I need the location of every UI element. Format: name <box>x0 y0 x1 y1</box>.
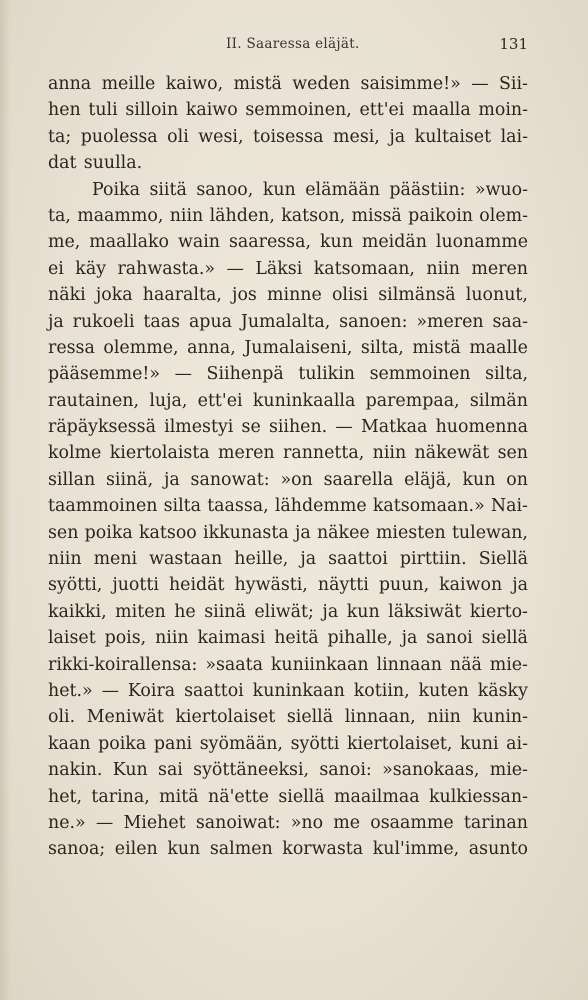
word: meni <box>93 549 138 570</box>
text-line <box>48 388 528 414</box>
text-line <box>48 203 528 229</box>
text-line <box>48 784 528 810</box>
word: katsoo <box>139 522 197 543</box>
word: ja <box>48 311 64 332</box>
word: siitä <box>149 179 187 200</box>
word: mitä <box>159 786 199 807</box>
word: Jumalaiseni, <box>244 337 353 358</box>
word: saarella <box>323 469 394 490</box>
word: silloin <box>125 100 179 121</box>
word: — <box>101 680 119 701</box>
running-header <box>0 36 588 58</box>
word: siellä <box>278 786 325 807</box>
word: — <box>471 74 489 94</box>
word: mistä <box>412 337 461 358</box>
word: — <box>335 417 353 438</box>
word: saa- <box>492 311 528 332</box>
word: asunto <box>468 839 528 860</box>
word: rahwasta.» <box>117 258 216 279</box>
word: miesten <box>375 522 446 543</box>
word: kiertolaista <box>109 443 210 464</box>
word: eläjä, <box>404 469 452 490</box>
page-number: 131 <box>499 35 528 53</box>
word: kierto- <box>469 601 528 622</box>
word: taammoinen <box>48 496 158 517</box>
word: eilen <box>114 839 158 860</box>
word: heille, <box>234 549 289 570</box>
word: kun <box>167 839 201 860</box>
word: lähden, <box>209 205 275 226</box>
word: taassa, <box>207 496 269 517</box>
word: kuninkaan <box>252 680 345 701</box>
word: mesi, <box>333 126 380 147</box>
word: katson, <box>281 205 346 226</box>
word: puun, <box>378 575 430 596</box>
word: suulla. <box>83 153 143 174</box>
word: silta, <box>485 364 528 385</box>
word: Nai- <box>490 496 528 517</box>
word: oli <box>167 126 189 147</box>
word: pois, <box>104 628 147 649</box>
word: sanoiwat: <box>195 812 281 833</box>
word: hen <box>48 100 81 121</box>
word: nakin. <box>48 760 103 781</box>
word: katsomaan.» <box>372 496 485 517</box>
word: »meren <box>416 311 484 332</box>
text-line <box>48 150 528 176</box>
word: kaan <box>48 733 91 754</box>
word: saattoi <box>184 680 244 701</box>
word: ett'ei <box>359 100 405 121</box>
word: sanoa; <box>48 839 106 860</box>
word: kaimasi <box>197 628 266 649</box>
word: Koira <box>127 680 176 701</box>
text-line <box>48 282 528 308</box>
word: Siellä <box>478 549 528 570</box>
word: ai- <box>506 733 528 754</box>
text-line <box>48 572 528 598</box>
word: syötti <box>290 733 340 754</box>
word: pani <box>153 733 193 754</box>
word: sillan <box>48 469 96 490</box>
word: hywästi, <box>234 575 308 596</box>
word: kolme <box>48 443 102 464</box>
word: räpäyksessä <box>48 417 156 438</box>
word: niin <box>48 549 82 570</box>
word: syöttäneeksi, <box>193 760 310 781</box>
word: siellä <box>286 707 334 728</box>
text-line <box>48 731 528 757</box>
word: silta, <box>360 337 404 358</box>
word: mie- <box>489 654 528 675</box>
word: tarinan <box>463 812 528 833</box>
word: niin <box>169 205 204 226</box>
word: parempaa, <box>365 390 460 411</box>
word: nää <box>449 654 482 675</box>
word: Kun <box>112 760 148 781</box>
word: he <box>174 601 196 622</box>
text-line <box>48 810 528 836</box>
text-line <box>48 440 528 466</box>
word: kaiwo, <box>165 74 224 94</box>
text-line <box>48 546 528 572</box>
word: mie- <box>489 760 528 781</box>
word: anna <box>48 74 92 94</box>
text-line <box>48 520 528 546</box>
word: siinä <box>204 601 246 622</box>
word: toisessa <box>253 126 324 147</box>
word: lähdemme <box>274 496 367 517</box>
word: käy <box>75 258 107 279</box>
word: tuli <box>88 100 118 121</box>
word: wain <box>177 232 221 253</box>
word: pihalle, <box>327 628 393 649</box>
text-line <box>48 229 528 255</box>
word: kultaiset <box>414 126 492 147</box>
word: ja <box>300 549 317 570</box>
word: linnaan <box>376 654 442 675</box>
word: sai <box>158 760 183 781</box>
word: heitä <box>274 628 319 649</box>
word: maalle <box>469 337 528 358</box>
word: meren <box>218 443 275 464</box>
word: sanoo, <box>196 179 254 200</box>
word: silmän <box>469 390 528 411</box>
word: taas <box>143 311 181 332</box>
word: luja, <box>149 390 188 411</box>
word: kunin- <box>472 707 528 728</box>
word: syötti, <box>48 575 103 596</box>
word: elämään <box>305 179 380 200</box>
word: ta; <box>48 126 72 147</box>
word: saaressa, <box>228 232 311 253</box>
word: luonut, <box>465 285 528 306</box>
word: näkewät <box>414 443 490 464</box>
word: kulkiessan- <box>429 786 528 807</box>
word: on <box>506 469 528 490</box>
word: syömään, <box>199 733 283 754</box>
word: kuni <box>460 733 499 754</box>
word: »sanokaas, <box>382 760 480 781</box>
word: niin <box>372 443 407 464</box>
word: silta <box>163 496 202 517</box>
word: — <box>226 258 244 279</box>
word: eliwät; <box>254 601 314 622</box>
word: osaamme <box>370 812 454 833</box>
word: semmoinen <box>369 364 471 385</box>
word: poika <box>84 522 133 543</box>
word: maallako <box>89 232 170 253</box>
word: rukoeli <box>72 311 135 332</box>
word: Jumalalta, <box>240 311 331 332</box>
word: maalla <box>412 100 471 121</box>
text-line <box>48 678 528 704</box>
word: sen <box>48 522 79 543</box>
word: Miehet <box>123 812 186 833</box>
word: Meniwät <box>86 707 164 728</box>
text-line <box>48 836 528 862</box>
word: meille <box>101 74 156 94</box>
word: ilmestyi <box>164 417 234 438</box>
text-line <box>48 361 528 387</box>
text-line <box>48 652 528 678</box>
word: kuniinkaan <box>270 654 369 675</box>
word: het, <box>48 786 83 807</box>
word: ikkunasta <box>203 522 289 543</box>
word: pääsemme!» <box>48 364 160 385</box>
word: ja <box>163 469 180 490</box>
word: kaiwo <box>185 100 238 121</box>
word: wesi, <box>198 126 244 147</box>
word: anna, <box>187 337 236 358</box>
word: siihen. <box>268 417 328 438</box>
word: läksiwät <box>388 601 462 622</box>
text-line <box>48 256 528 282</box>
word: jos <box>232 285 257 306</box>
word: kaikki, <box>48 601 107 622</box>
word: tarina, <box>91 786 150 807</box>
word: kun <box>262 179 296 200</box>
word: missä <box>351 205 402 226</box>
word: dat <box>48 153 77 174</box>
word: ei <box>48 258 64 279</box>
word: het.» <box>48 680 93 701</box>
word: ett'ei <box>197 390 243 411</box>
word: haaralta, <box>142 285 222 306</box>
word: pirttiin. <box>399 549 467 570</box>
word: käsky <box>477 680 528 701</box>
word: niin <box>155 628 189 649</box>
word: lai- <box>500 126 528 147</box>
word: kiertolaiset, <box>346 733 453 754</box>
text-line <box>48 177 528 203</box>
word: niin <box>427 707 461 728</box>
word: wastaan <box>149 549 223 570</box>
word: Matkaa <box>360 417 428 438</box>
word: kuten <box>418 680 469 701</box>
word: ja <box>512 575 528 596</box>
word: Sii- <box>499 74 528 94</box>
word: puolessa <box>80 126 158 147</box>
text-line <box>48 71 528 97</box>
word: kiertolaiset <box>175 707 276 728</box>
word: rannetta, <box>283 443 365 464</box>
word: »saata <box>205 654 263 675</box>
word: kotiin, <box>353 680 410 701</box>
word: tulewan, <box>451 522 528 543</box>
word: weden <box>292 74 351 94</box>
word: Läksi <box>255 258 303 279</box>
text-line <box>48 124 528 150</box>
word: joka <box>95 285 133 306</box>
word: tulikin <box>298 364 355 385</box>
text-line <box>48 493 528 519</box>
word: siellä <box>481 628 528 649</box>
word: sanowat: <box>190 469 270 490</box>
word: laiset <box>48 628 96 649</box>
word: siinä, <box>106 469 154 490</box>
text-line <box>48 625 528 651</box>
word: nä'ette <box>208 786 269 807</box>
word: korwasta <box>282 839 364 860</box>
word: meidän <box>361 232 427 253</box>
word: kul'imme, <box>372 839 460 860</box>
word: salmen <box>209 839 273 860</box>
word: miten <box>115 601 166 622</box>
word: Siihenpä <box>206 364 284 385</box>
word: poika <box>98 733 147 754</box>
word: Poika <box>92 179 140 200</box>
word: päästiin: <box>389 179 466 200</box>
word: maammo, <box>77 205 164 226</box>
text-line <box>48 599 528 625</box>
word: ja <box>322 601 339 622</box>
word: oli. <box>48 707 76 728</box>
word: ja <box>401 628 418 649</box>
word: ne.» <box>48 812 86 833</box>
word: saisimme!» <box>360 74 461 94</box>
word: sanoi: <box>319 760 372 781</box>
word: me, <box>48 232 81 253</box>
word: sanoi <box>426 628 473 649</box>
word: katsomaan, <box>313 258 415 279</box>
text-line <box>48 467 528 493</box>
word: maailmaa <box>334 786 420 807</box>
word: rautainen, <box>48 390 140 411</box>
text-line <box>48 414 528 440</box>
word: se <box>241 417 261 438</box>
word: huomenna <box>435 417 528 438</box>
word: niin <box>426 258 460 279</box>
word: semmoinen, <box>245 100 352 121</box>
word: heidät <box>168 575 225 596</box>
word: luonamme <box>435 232 528 253</box>
text-line <box>48 757 528 783</box>
word: näki <box>48 285 86 306</box>
word: ta, <box>48 205 71 226</box>
word: olem- <box>479 205 528 226</box>
word: rikki-koirallensa: <box>48 654 198 675</box>
word: näytti <box>317 575 369 596</box>
word: apua <box>188 311 233 332</box>
word: »on <box>280 469 313 490</box>
word: »wuo- <box>474 179 528 200</box>
word: silmänsä <box>378 285 456 306</box>
text-line <box>48 335 528 361</box>
word: minne <box>267 285 322 306</box>
page-binding-shadow <box>0 0 10 1000</box>
running-title: II. Saaressa eläjät. <box>226 36 360 52</box>
text-line <box>48 704 528 730</box>
word: moin- <box>478 100 528 121</box>
word: mistä <box>233 74 282 94</box>
word: paikoin <box>408 205 473 226</box>
word: kun <box>319 232 353 253</box>
word: — <box>174 364 192 385</box>
word: linnaan, <box>344 707 416 728</box>
word: — <box>95 812 114 833</box>
text-line <box>48 309 528 335</box>
text-line <box>48 97 528 123</box>
word: kun <box>462 469 496 490</box>
word: meren <box>471 258 528 279</box>
word: sanoen: <box>339 311 408 332</box>
word: »no <box>290 812 324 833</box>
body-text <box>48 71 528 863</box>
word: saattoi <box>328 549 388 570</box>
word: juotti <box>112 575 159 596</box>
word: kuninkaalla <box>252 390 356 411</box>
word: olisi <box>331 285 369 306</box>
word: me <box>333 812 361 833</box>
word: kun <box>346 601 380 622</box>
word: ja <box>389 126 406 147</box>
word: näkee <box>316 522 370 543</box>
word: kaiwon <box>439 575 503 596</box>
word: olemme, <box>103 337 179 358</box>
word: sen <box>497 443 528 464</box>
word: ja <box>294 522 311 543</box>
word: ressa <box>48 337 95 358</box>
